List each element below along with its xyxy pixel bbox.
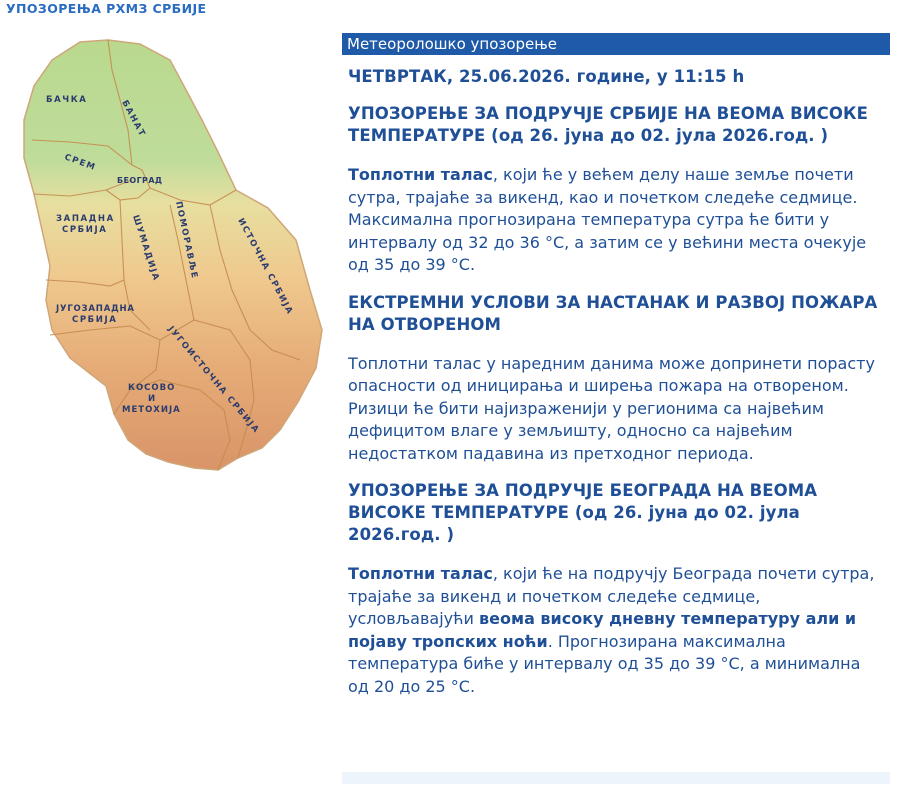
site-title: УПОЗОРЕЊА РХМЗ СРБИЈЕ bbox=[6, 1, 207, 16]
heatwave-bold: Топлотни талас bbox=[348, 564, 493, 583]
panel-bottom-bar bbox=[342, 772, 890, 784]
region-label-backa: БАЧКА bbox=[46, 95, 88, 105]
heatwave-bold: Топлотни талас bbox=[348, 165, 493, 184]
serbia-regions-map bbox=[10, 30, 335, 485]
region-label-sumadija: ШУМАДИЈА bbox=[130, 213, 162, 283]
section-title-belgrade-heat: УПОЗОРЕЊЕ ЗА ПОДРУЧЈЕ БЕОГРАДА НА ВЕОМА ВИСОКЕ ТЕМПЕРАТУРЕ (од 26. јуна до 02. јула 2026.год. ) bbox=[348, 481, 818, 544]
region-label-istocna: ИСТОЧНА СРБИЈА bbox=[235, 216, 295, 317]
region-label-kosovo-3: МЕТОХИЈА bbox=[122, 405, 181, 415]
region-label-jugozapadna-2: СРБИЈА bbox=[72, 315, 118, 325]
region-label-zapadna-2: СРБИЈА bbox=[62, 225, 108, 235]
region-label-jugoistocna: ЈУГОИСТОЧНА СРБИЈА bbox=[165, 324, 262, 436]
region-label-kosovo-1: КОСОВО bbox=[128, 383, 176, 393]
section-text-fire: Топлотни талас у наредним данима може допринети порасту опасности од иницирања и ширења пожара на отвореном. Ризици ће бити најизраженији у регионима са највећим дефицитом влаге у земљишту, односно са највећим недостатком падавина из претходног периода. bbox=[348, 353, 875, 463]
tropical-nights-bold: веома високу дневну температуру али и појаву тропских ноћи bbox=[348, 609, 857, 651]
warning-panel bbox=[342, 33, 890, 781]
panel-body bbox=[342, 55, 890, 698]
region-label-jugozapadna-1: ЈУГОЗАПАДНА bbox=[56, 304, 135, 314]
section-title-serbia-heat: УПОЗОРЕЊЕ ЗА ПОДРУЧЈЕ СРБИЈЕ НА ВЕОМА ВИСОКЕ ТЕМПЕРАТУРЕ (од 26. јуна до 02. јула 2026.год. ) bbox=[348, 104, 868, 145]
region-label-beograd: БЕОГРАД bbox=[117, 176, 163, 185]
panel-header: Метеоролошко упозорење bbox=[342, 33, 890, 55]
region-label-zapadna-1: ЗАПАДНА bbox=[56, 214, 115, 224]
region-label-banat: БАНАТ bbox=[119, 98, 148, 140]
region-label-srem: СРЕМ bbox=[62, 152, 98, 174]
issue-date: ЧЕТВРТАК, 25.06.2026. године, у 11:15 h bbox=[348, 67, 745, 86]
region-label-kosovo-2: И bbox=[148, 394, 157, 404]
region-label-pomoravlje: ПОМОРАВЉЕ bbox=[173, 200, 200, 281]
section-text-serbia-heat: Топлотни талас, који ће у већем делу наше земље почети сутра, трајаће за викенд, као и почетком следеће седмице. Максимална прогнозирана температура сутра ће бити у интервалу од 32 до 36 °C, а затим се у већини места очекује од 35 до 39 °C. bbox=[348, 165, 867, 274]
section-text-belgrade-heat: Топлотни талас, који ће на подручју Београда почети сутра, трајаће за викенд и почетком следеће седмице, условљавајући веома високу дневну температуру али и појаву тропских ноћи. Прогнозирана максимална температура биће у интервалу од 35 до 39 °C, а минимална од 20 до 25 °C. bbox=[348, 564, 875, 696]
section-title-fire: ЕКСТРЕМНИ УСЛОВИ ЗА НАСТАНАК И РАЗВОЈ ПОЖАРА НА ОТВОРЕНОМ bbox=[348, 292, 878, 334]
